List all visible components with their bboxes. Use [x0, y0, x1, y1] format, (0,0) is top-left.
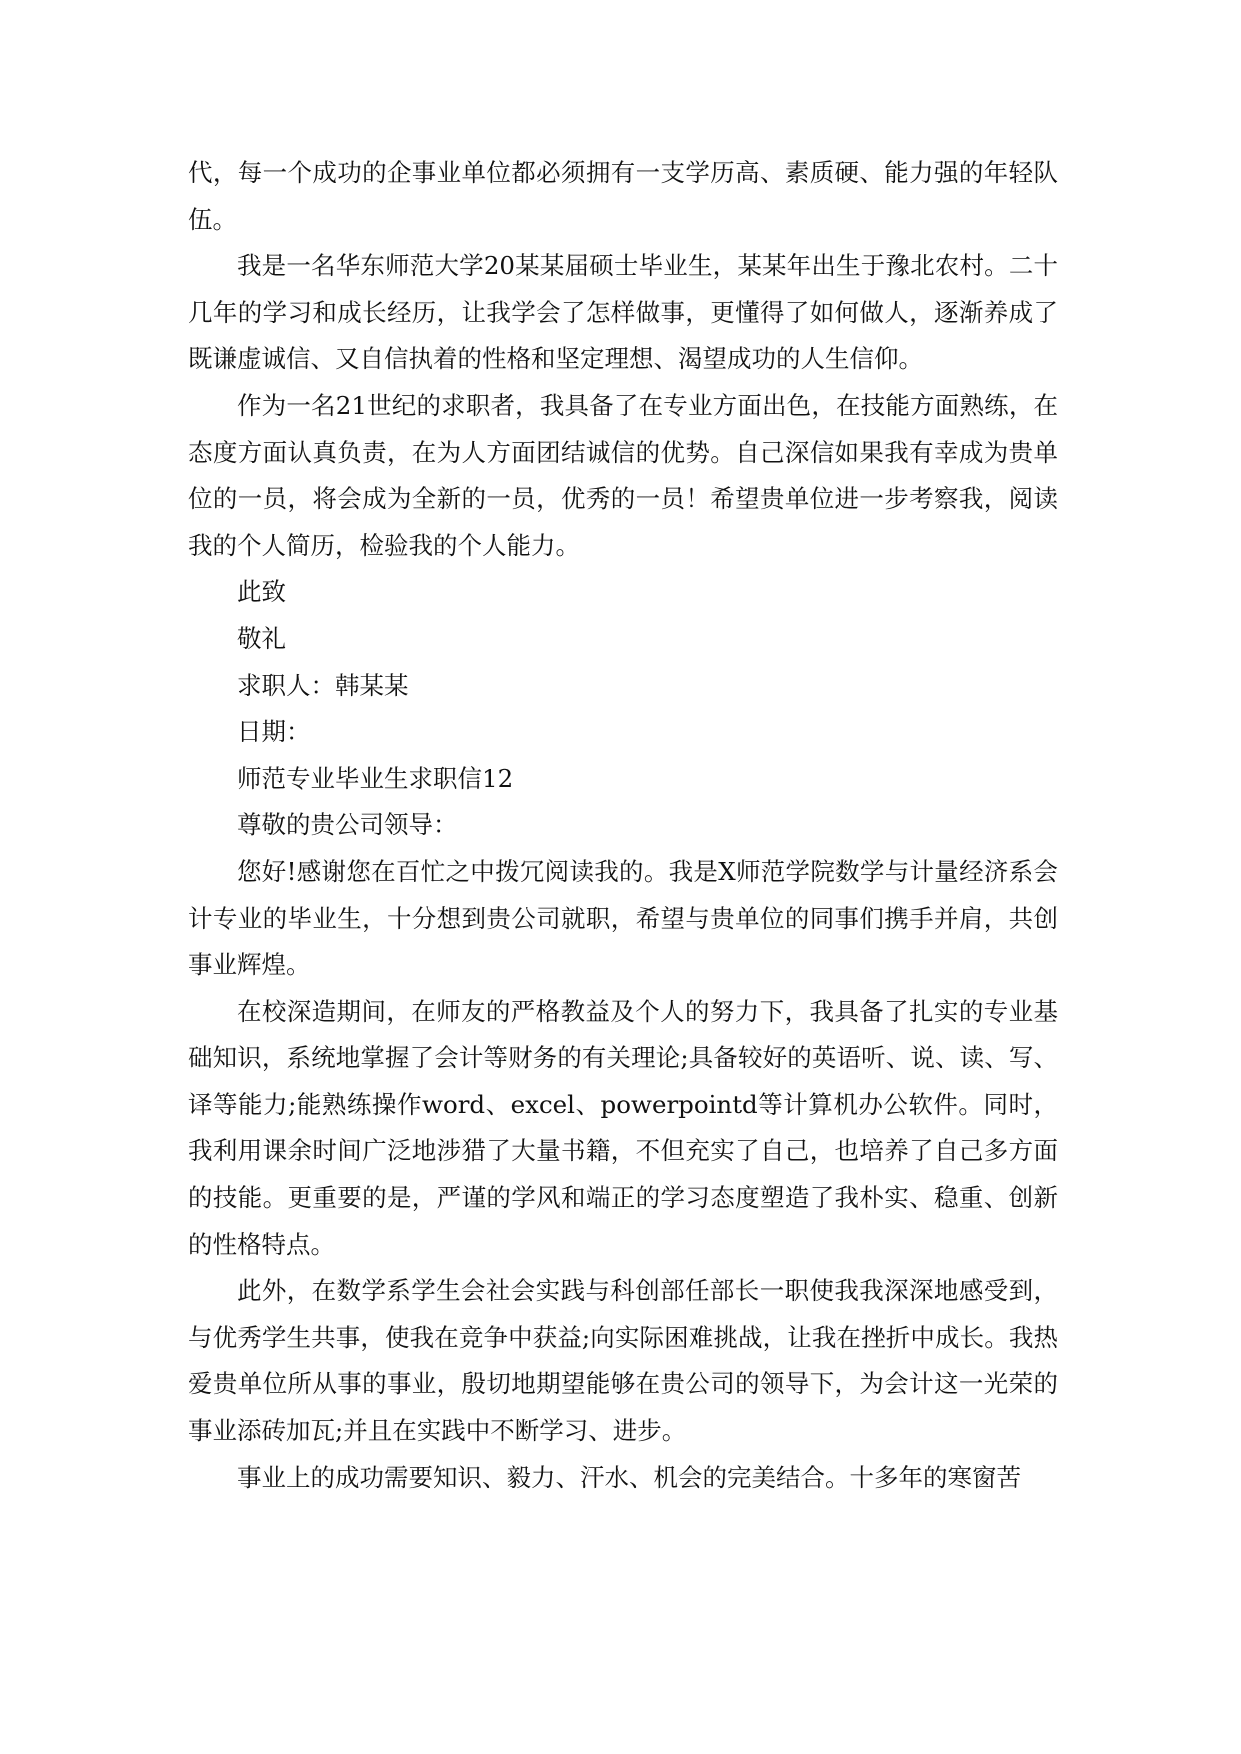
- paragraph-self-introduction: 我是一名华东师范大学20某某届硕士毕业生，某某年出生于豫北农村。二十几年的学习和成长经历，让我学会了怎样做事，更懂得了如何做人，逐渐养成了既谦虚诚信、又自信执着的性格和坚定理想、渴望成功的人生信仰。: [188, 251, 1058, 374]
- letter-body: [188, 150, 1058, 1501]
- paragraph-conclusion: 事业上的成功需要知识、毅力、汗水、机会的完美结合。十多年的寒窗苦: [237, 1462, 1021, 1492]
- closing-regards: 敬礼: [237, 623, 286, 653]
- paragraph-opening: 您好!感谢您在百忙之中拨冗阅读我的。我是X师范学院数学与计量经济系会计专业的毕业生，十分想到贵公司就职，希望与贵单位的同事们携手并肩，共创事业辉煌。: [188, 856, 1058, 980]
- greeting: 尊敬的贵公司领导：: [237, 810, 458, 840]
- section-title: 师范专业毕业生求职信12: [237, 763, 514, 793]
- applicant-name: 求职人：韩某某: [237, 670, 409, 700]
- paragraph-strengths: 作为一名21世纪的求职者，我具备了在专业方面出色，在技能方面熟练，在态度方面认真负责，在为人方面团结诚信的优势。自己深信如果我有幸成为贵单位的一员，将会成为全新的一员，优秀的一员！希望贵单位进一步考察我，阅读我的个人简历，检验我的个人能力。: [188, 390, 1058, 560]
- paragraph-education: 在校深造期间，在师友的严格教益及个人的努力下，我具备了扎实的专业基础知识，系统地掌握了会计等财务的有关理论;具备较好的英语听、说、读、写、译等能力;能熟练操作word、excel、powerpointd等计算机办公软件。同时，我利用课余时间广泛地涉猎了大量书籍，不但充实了自己，也培养了自己多方面的技能。更重要的是，严谨的学风和端正的学习态度塑造了我朴实、稳重、创新的性格特点。: [188, 996, 1058, 1259]
- closing-salutation: 此致: [237, 577, 286, 607]
- paragraph-intro-continuation: 代，每一个成功的企事业单位都必须拥有一支学历高、素质硬、能力强的年轻队伍。: [188, 158, 1058, 234]
- paragraph-experience: 此外，在数学系学生会社会实践与科创部任部长一职使我我深深地感受到，与优秀学生共事，使我在竞争中获益;向实际困难挑战，让我在挫折中成长。我热爱贵单位所从事的事业，殷切地期望能够在贵公司的领导下，为会计这一光荣的事业添砖加瓦;并且在实践中不断学习、进步。: [188, 1276, 1058, 1446]
- date-line: 日期：: [237, 717, 311, 747]
